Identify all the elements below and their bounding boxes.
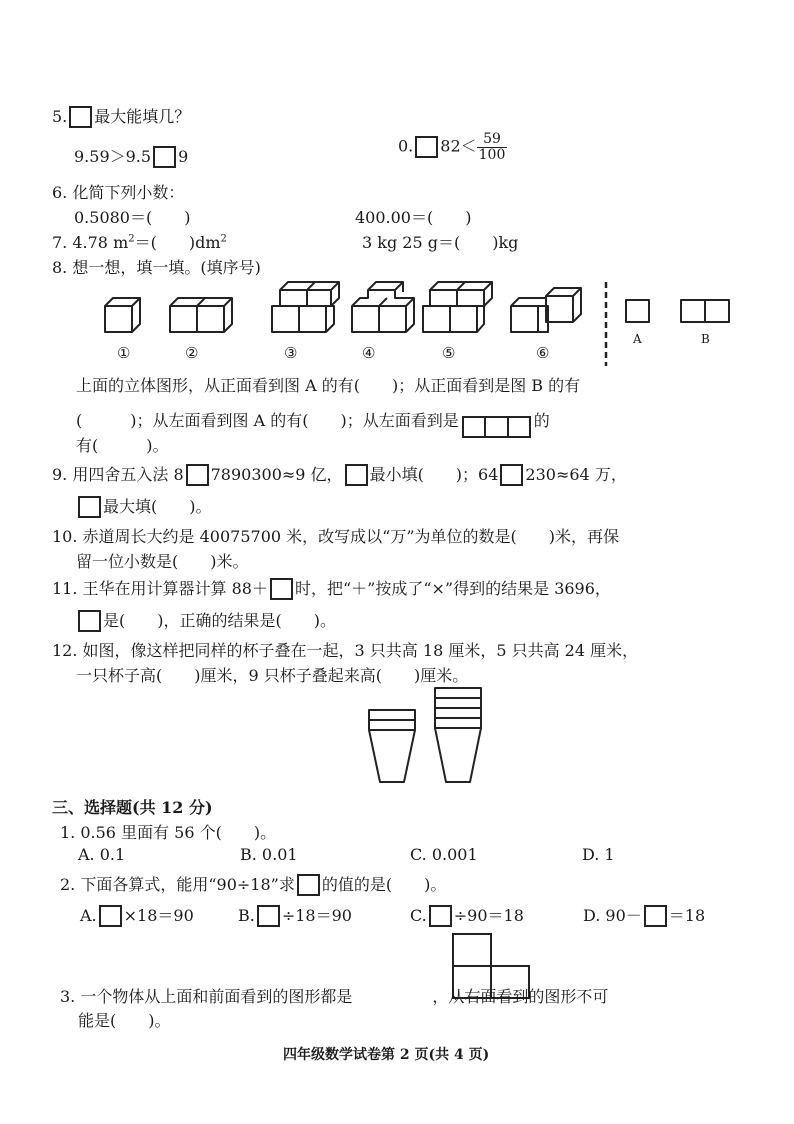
cube-figure-6: [511, 288, 581, 332]
c2-b-box: [257, 905, 280, 927]
c1-option-a[interactable]: A. 0.1: [78, 845, 126, 864]
q11-line-2: [76, 608, 336, 632]
q12-line-1: 12. 如图，像这样把同样的杯子叠在一起，3 只共高 18 厘米，5 只共高 24 厘米，: [52, 641, 639, 660]
q10-line-2: 留一位小数是( )米。: [76, 552, 249, 571]
c2-option-a[interactable]: [80, 903, 194, 927]
section-3-title: 三、选择题(共 12 分): [52, 798, 213, 817]
page-footer: 四年级数学试卷第 2 页(共 4 页): [283, 1047, 490, 1063]
cube-figure-3: [272, 282, 339, 332]
q6-title: 6. 化简下列小数：: [52, 183, 185, 202]
q5-a-left: 9.59＞9.5: [74, 147, 152, 166]
q9-box-1[interactable]: [186, 464, 209, 486]
q7-a-sup: 2: [128, 233, 135, 245]
c2-option-b[interactable]: [238, 903, 352, 927]
c1-option-d[interactable]: D. 1: [582, 845, 615, 864]
cube-figure-1: [105, 298, 140, 332]
q10-line-1: 10. 赤道周长大约是 40075700 米，改写成以“万”为单位的数是( )米，再保: [52, 527, 619, 546]
view-b-shape-left: [681, 300, 705, 322]
c2-d-box: [644, 905, 667, 927]
q5-item-a: [74, 144, 188, 168]
q8-title: 8. 想一想，填一填。(填序号): [52, 258, 261, 277]
c1-option-c[interactable]: C. 0.001: [410, 845, 478, 864]
q11-text-b: 时，把“＋”按成了“×”得到的结果是 3696，: [294, 579, 611, 598]
fig-label-5: ⑤: [442, 344, 456, 362]
c2-c-text: ÷90＝18: [453, 906, 524, 925]
q11-box-2[interactable]: [78, 610, 101, 632]
view-a-label: A: [633, 332, 642, 346]
q5-number: 5.: [52, 107, 68, 126]
q11-text-a: 11. 王华在用计算器计算 88＋: [52, 579, 268, 598]
q5-prompt: 最大能填几？: [94, 107, 191, 126]
c3-text-a: 3. 一个物体从上面和前面看到的图形都是: [60, 987, 353, 1006]
q9-box-3[interactable]: [500, 464, 523, 486]
q9-box-2[interactable]: [345, 464, 368, 486]
q9-text-b: 7890300≈9 亿，: [210, 465, 343, 484]
c2-text-b: 的值的是( )。: [321, 875, 447, 894]
fig-label-1: ①: [117, 344, 131, 362]
q6-a: 0.5080＝( ): [74, 208, 191, 227]
c2-question: [60, 872, 446, 896]
q5-b-mid: 82＜: [440, 136, 477, 156]
c3-line-1: [60, 984, 608, 1007]
cube-figure-4: [352, 282, 414, 332]
q5-item-b: [398, 132, 507, 162]
q9-text-c: 最小填( )；64: [369, 465, 499, 484]
q12-line-2: 一只杯子高( )厘米，9 只杯子叠起来高( )厘米。: [76, 666, 469, 685]
q9-box-4[interactable]: [78, 496, 101, 518]
q7-a-mid: ＝( )dm: [134, 233, 221, 252]
c2-a-text: ×18＝90: [123, 906, 194, 925]
c2-d-text: ＝18: [668, 906, 706, 925]
c2-b-text: ÷18＝90: [281, 906, 352, 925]
q11-box-1[interactable]: [270, 578, 293, 600]
q7-b: 3 kg 25 g＝( )kg: [362, 233, 519, 252]
q5-a-box[interactable]: [153, 146, 176, 168]
q6-b: 400.00＝( ): [355, 208, 472, 227]
q5-answer-box[interactable]: [69, 106, 92, 128]
fig-label-6: ⑥: [536, 344, 550, 362]
q8-line-2-text: ( )；从左面看到图 A 的有( )；从左面看到是: [76, 411, 459, 430]
q5-b-box[interactable]: [415, 136, 438, 158]
c2-d-label: D. 90－: [583, 906, 642, 925]
q7-a-sup2: 2: [220, 233, 227, 245]
q5-a-right: 9: [178, 147, 189, 166]
q5-line: [52, 104, 190, 128]
c2-c-box: [429, 905, 452, 927]
q8-line-2-end: 的: [533, 411, 550, 430]
c3-text-b: ，从右面看到的图形不可: [432, 987, 609, 1006]
stacked-cups-figure: [360, 684, 490, 788]
q5-fraction: [477, 132, 508, 162]
c2-b-label: B.: [238, 906, 255, 925]
fig-label-4: ④: [362, 344, 376, 362]
three-square-view: [462, 416, 531, 438]
q11-line-1: [52, 576, 611, 600]
q9-line-2: [76, 494, 212, 518]
c2-a-label: A.: [80, 906, 97, 925]
q11-text-c: 是( )，正确的结果是( )。: [103, 611, 336, 630]
fig-label-3: ③: [284, 344, 298, 362]
view-b-shape-right: [705, 300, 729, 322]
q5-b-left: 0.: [398, 136, 414, 156]
q5-fraction-numerator: 59: [477, 132, 508, 148]
q8-line-1: 上面的立体图形，从正面看到图 A 的有( )；从正面看到是图 B 的有: [76, 376, 581, 395]
c2-c-label: C.: [410, 906, 427, 925]
q9-line-1: [52, 462, 627, 486]
c2-option-c[interactable]: [410, 903, 524, 927]
c1-option-b[interactable]: B. 0.01: [240, 845, 298, 864]
c2-text-a: 2. 下面各算式，能用“90÷18”求: [60, 875, 295, 894]
q7-a-text: 7. 4.78 m: [52, 233, 129, 252]
q9-text-e: 最大填( )。: [103, 497, 212, 516]
c2-box[interactable]: [297, 874, 320, 896]
q9-text-d: 230≈64 万，: [525, 465, 627, 484]
c2-a-box: [99, 905, 122, 927]
q8-line-3: 有( )。: [76, 436, 169, 455]
q7-a: [52, 230, 227, 253]
c1-question: 1. 0.56 里面有 56 个( )。: [60, 823, 277, 842]
q5-fraction-denominator: 100: [478, 146, 506, 163]
c2-option-d[interactable]: [583, 903, 705, 927]
fig-label-2: ②: [185, 344, 199, 362]
q9-text-a: 9. 用四舍五入法 8: [52, 465, 184, 484]
cube-figure-2: [170, 298, 232, 332]
cube-figure-5: [423, 282, 492, 332]
view-a-shape: [626, 300, 649, 322]
c3-line-2: 能是( )。: [78, 1011, 171, 1030]
view-b-label: B: [701, 332, 710, 346]
